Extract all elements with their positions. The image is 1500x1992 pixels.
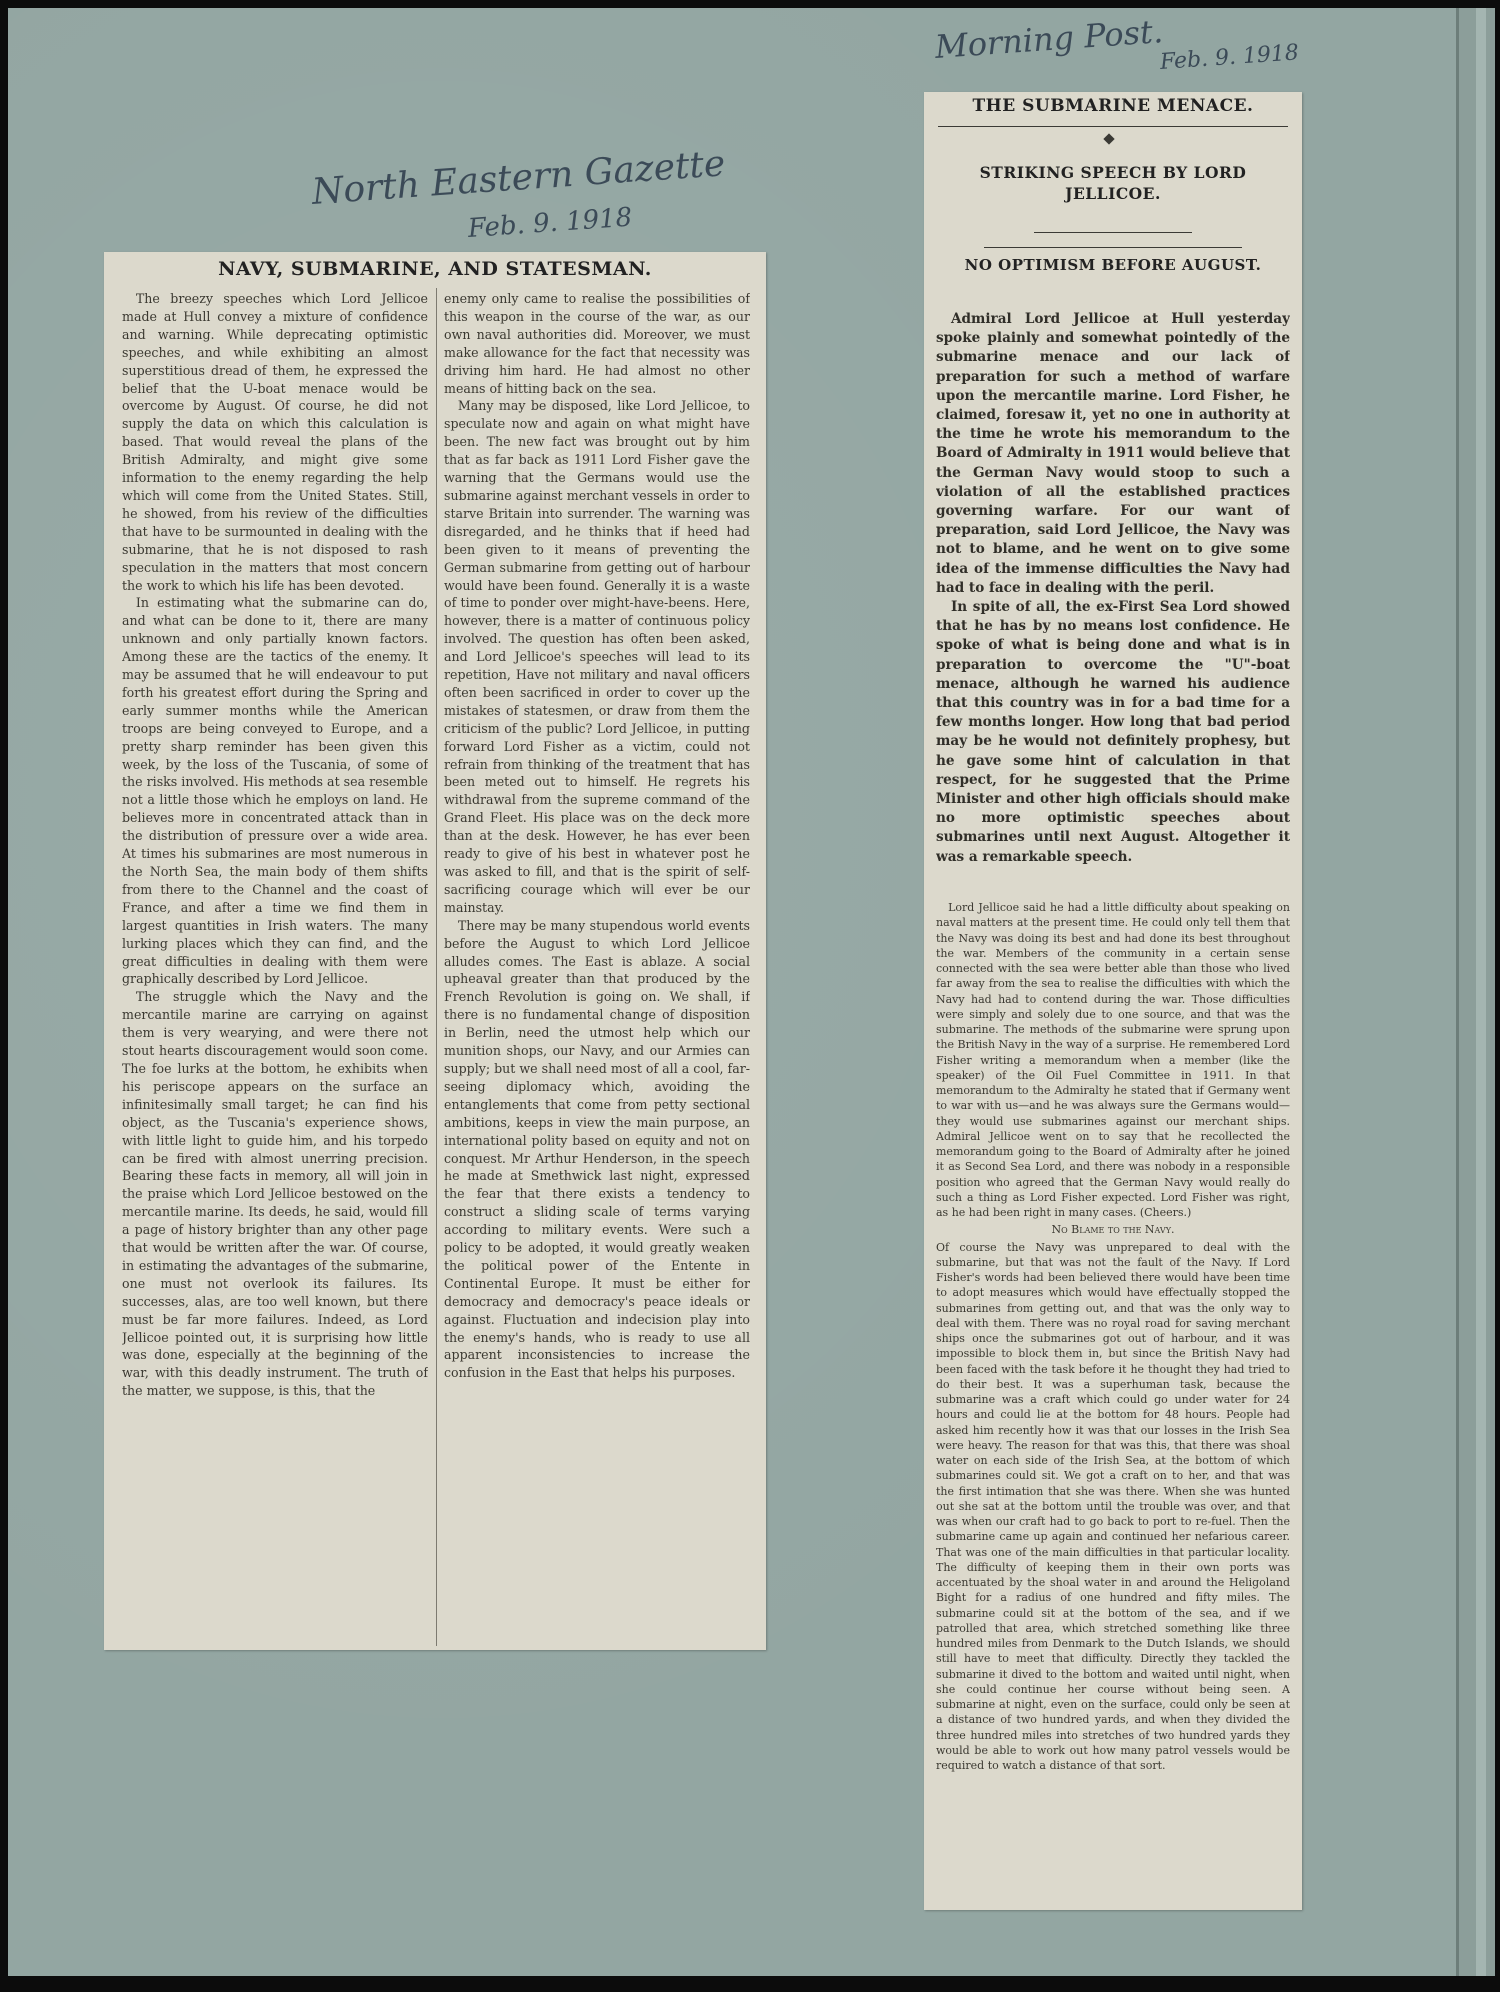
- headline-rule: [938, 126, 1288, 127]
- handwritten-source-right: Morning Post.: [933, 12, 1165, 66]
- handwritten-date-right: Feb. 9. 1918: [1159, 40, 1300, 75]
- paragraph: In spite of all, the ex-First Sea Lord showed that he has by no means lost confidence. He spoke of what is being done and what is in preparation to overcome the "U"-boat menace, although he warned his audience that this country was in for a bad time for a few months longer. How long that bad period may be he would not definitely prophesy, but he gave some hint of calculation in that respect, for he suggested that the Prime Minister and other high officials should make no more optimistic speeches about submarines until next August. Altogether it was a remarkable speech.: [936, 599, 1290, 865]
- column-divider: [436, 288, 437, 1646]
- clipping-headline: NAVY, SUBMARINE, AND STATESMAN.: [218, 258, 652, 280]
- article-report: [936, 900, 1290, 1904]
- clipping-submarine-menace: [924, 92, 1302, 1910]
- album-spine-edge: [1476, 8, 1486, 1976]
- clipping-subheadline: STRIKING SPEECH BY LORD JELLICOE.: [979, 163, 1247, 203]
- section-subheading: No Blame to the Navy.: [1051, 1223, 1175, 1237]
- article-lead: [936, 310, 1290, 897]
- paragraph: Of course the Navy was unprepared to deal with the submarine, but that was not the fault of the Navy. If Lord Fisher's words had been believed there would have been time to adopt measures which would have effectually stopped the submarines from getting out, and that was the only way to deal with them. There was no royal road for saving merchant ships once the submarines got out of harbour, and it was impossible to block them in, but since the British Navy had been faced with the task before it he thought they had tried to do their best. It was a superhuman task, because the submarine was a craft which could go under water for 24 hours and could lie at the bottom for 48 hours. People had asked him recently how it was that our losses in the Irish Sea were heavy. The reason for that was this, that there was shoal water on each side of the Irish Sea, at the bottom of which submarines could sit. We got a craft on to her, and that was the first intimation that she was there. When she was hunted out she sat at the bottom until the trouble was over, and that was when our craft had to go back to port to re-fuel. Then the submarine came up again and continued her nefarious career. That was one of the main difficulties in that particular locality. The difficulty of keeping them in their own ports was accentuated by the shoal water in and around the Heligoland Bight for a radius of one hundred and fifty miles. The submarine could sit at the bottom of the sea, and if we patrolled that area, which stretched something like three hundred miles from Denmark to the Dutch Islands, we should still have to meet that difficulty. Directly they tackled the submarine it dived to the bottom and waited until night, when she could continue her course without being seen. A submarine at night, even on the surface, could only be seen at a distance of two hundred yards, and when they divided the three hundred miles into stretches of two hundred yards they would be able to work out how many patrol vessels would be required to watch a distance of that sort.: [936, 1240, 1290, 1772]
- article-column-2: [444, 290, 750, 1642]
- handwritten-source-left: North Eastern Gazette: [310, 143, 727, 213]
- article-column-1: [122, 290, 428, 1642]
- paragraph: enemy only came to realise the possibilities of this weapon in the course of the war, as our own naval authorities did. Moreover, we must make allowance for the fact that necessity was driving him hard. He had almost no other means of hitting back on the sea.: [444, 291, 750, 396]
- paragraph: There may be many stupendous world events before the August to which Lord Jellicoe alludes comes. The East is ablaze. A social upheaval greater than that produced by the French Revolution is going on. We shall, if there is no fundamental change of disposition in Berlin, need the utmost help which our munition shops, our Navy, and our Armies can supply; but we shall need most of all a cool, far-seeing diplomacy which, avoiding the entanglements that come from petty sectional ambitions, keeps in view the main purpose, an international polity based on equity and not on conquest. Mr Arthur Henderson, in the speech he made at Smethwick last night, expressed the fear that there exists a tendency to construct a sliding scale of terms varying according to military events. Were such a policy to be adopted, it would greatly weaken the political power of the Entente in Continental Europe. It must be either for democracy and democracy's peace ideals or against. Fluctuation and indecision play into the enemy's hands, who is ready to use all apparent inconsistencies to increase the confusion in the East that helps his purposes.: [444, 917, 750, 1381]
- clipping-headline: THE SUBMARINE MENACE.: [972, 96, 1254, 116]
- subhead-rule: [984, 247, 1242, 248]
- paragraph: The breezy speeches which Lord Jellicoe made at Hull convey a mixture of confidence and warning. While deprecating optimistic speeches, and while exhibiting an almost superstitious dread of them, he expressed the belief that the U-boat menace would be overcome by August. Of course, he did not supply the data on which this calculation is based. That would reveal the plans of the British Admiralty, and might give some information to the enemy regarding the help which will come from the United States. Still, he showed, from his review of the difficulties that have to be surmounted in dealing with the submarine, that he is not disposed to rash speculation in the matters that most concern the work to which his life has been devoted.: [122, 291, 428, 593]
- paragraph: In estimating what the submarine can do, and what can be done to it, there are many unknown and only partially known factors. Among these are the tactics of the enemy. It may be assumed that he will endeavour to put forth his greatest effort during the Spring and early summer months while the American troops are being conveyed to Europe, and a pretty sharp reminder has been given this week, by the loss of the Tuscania, of some of the risks involved. His methods at sea resemble not a little those which he employs on land. He believes more in concentrated attack than in the distribution of pressure over a wide area. At times his submarines are most numerous in the North Sea, the main body of them shifts from there to the Channel and the coast of France, and after a time we find them in largest quantities in Irish waters. The many lurking places which they can find, and the great difficulties in dealing with them were graphically described by Lord Jellicoe.: [122, 595, 428, 987]
- ornament-diamond: [1103, 133, 1114, 144]
- subhead-rule: [1034, 232, 1192, 233]
- clipping-subheadline: NO OPTIMISM BEFORE AUGUST.: [964, 256, 1262, 274]
- paragraph: Admiral Lord Jellicoe at Hull yesterday spoke plainly and somewhat pointedly of the submarine menace and our lack of preparation for such a method of warfare upon the mercantile marine. Lord Fisher, he claimed, foresaw it, yet no one in authority at the time he wrote his memorandum to the Board of Admiralty in 1911 would believe that the German Navy would stoop to such a violation of all the established practices governing warfare. For our want of preparation, said Lord Jellicoe, the Navy was not to blame, and he went on to give some idea of the immense difficulties the Navy had had to face in dealing with the peril.: [936, 311, 1290, 596]
- clipping-navy-submarine-statesman: [104, 252, 766, 1650]
- handwritten-date-left: Feb. 9. 1918: [466, 202, 634, 244]
- paragraph: The struggle which the Navy and the mercantile marine are carrying on against them is very wearying, and were there not stout hearts discouragement would soon come. The foe lurks at the bottom, he exhibits when his periscope appears on the surface an infinitesimally small target; he can find his object, as the Tuscania's experience shows, with little light to guide him, and his torpedo can be fired with almost unerring precision. Bearing these facts in memory, all will join in the praise which Lord Jellicoe bestowed on the mercantile marine. Its deeds, he said, would fill a page of history brighter than any other page that would be written after the war. Of course, in estimating the advantages of the submarine, one must not overlook its failures. Its successes, alas, are too well known, but there must be far more failures. Indeed, as Lord Jellicoe pointed out, it is surprising how little was done, especially at the beginning of the war, with this deadly instrument. The truth of the matter, we suppose, is this, that the: [122, 989, 428, 1399]
- paragraph: Many may be disposed, like Lord Jellicoe, to speculate now and again on what might have been. The new fact was brought out by him that as far back as 1911 Lord Fisher gave the warning that the Germans would use the submarine against merchant vessels in order to starve Britain into surrender. The warning was disregarded, and he thinks that if heed had been given to it means of preventing the German submarine from getting out of harbour would have been found. Generally it is a waste of time to ponder over might-have-beens. Here, however, there is a matter of continuous policy involved. The question has often been asked, and Lord Jellicoe's speeches will lead to its repetition, Have not military and naval officers often been sacrificed in order to cover up the mistakes of statesmen, or draw from them the criticism of the public? Lord Jellicoe, in putting forward Lord Fisher as a victim, could not refrain from thinking of the treatment that has been meted out to himself. He regrets his withdrawal from the supreme command of the Grand Fleet. His place was on the deck more than at the desk. However, he has ever been ready to give of his best in whatever post he was asked to fill, and that is the spirit of self-sacrificing courage which will ever be our mainstay.: [444, 398, 750, 915]
- paragraph: Lord Jellicoe said he had a little difficulty about speaking on naval matters at the present time. He could only tell them that the Navy was doing its best and had done its best throughout the war. Members of the community in a certain sense connected with the sea were better able than those who lived far away from the sea to realise the difficulties with which the Navy had had to contend during the war. Those difficulties were simply and solely due to one source, and that was the submarine. The methods of the submarine were sprung upon the British Navy in the way of a surprise. He remembered Lord Fisher writing a memorandum when a member (like the speaker) of the Oil Fuel Committee in 1911. In that memorandum to the Admiralty he stated that if Germany went to war with us—and he was always sure the Germans would—they would use submarines against our merchant ships. Admiral Jellicoe went on to say that he recollected the memorandum going to the Board of Admiralty after he joined it as Second Sea Lord, and there was nobody in a responsible position who agreed that the German Navy would really do such a thing as Lord Fisher expected. Lord Fisher was right, as he had been right in many cases. (Cheers.): [936, 901, 1290, 1219]
